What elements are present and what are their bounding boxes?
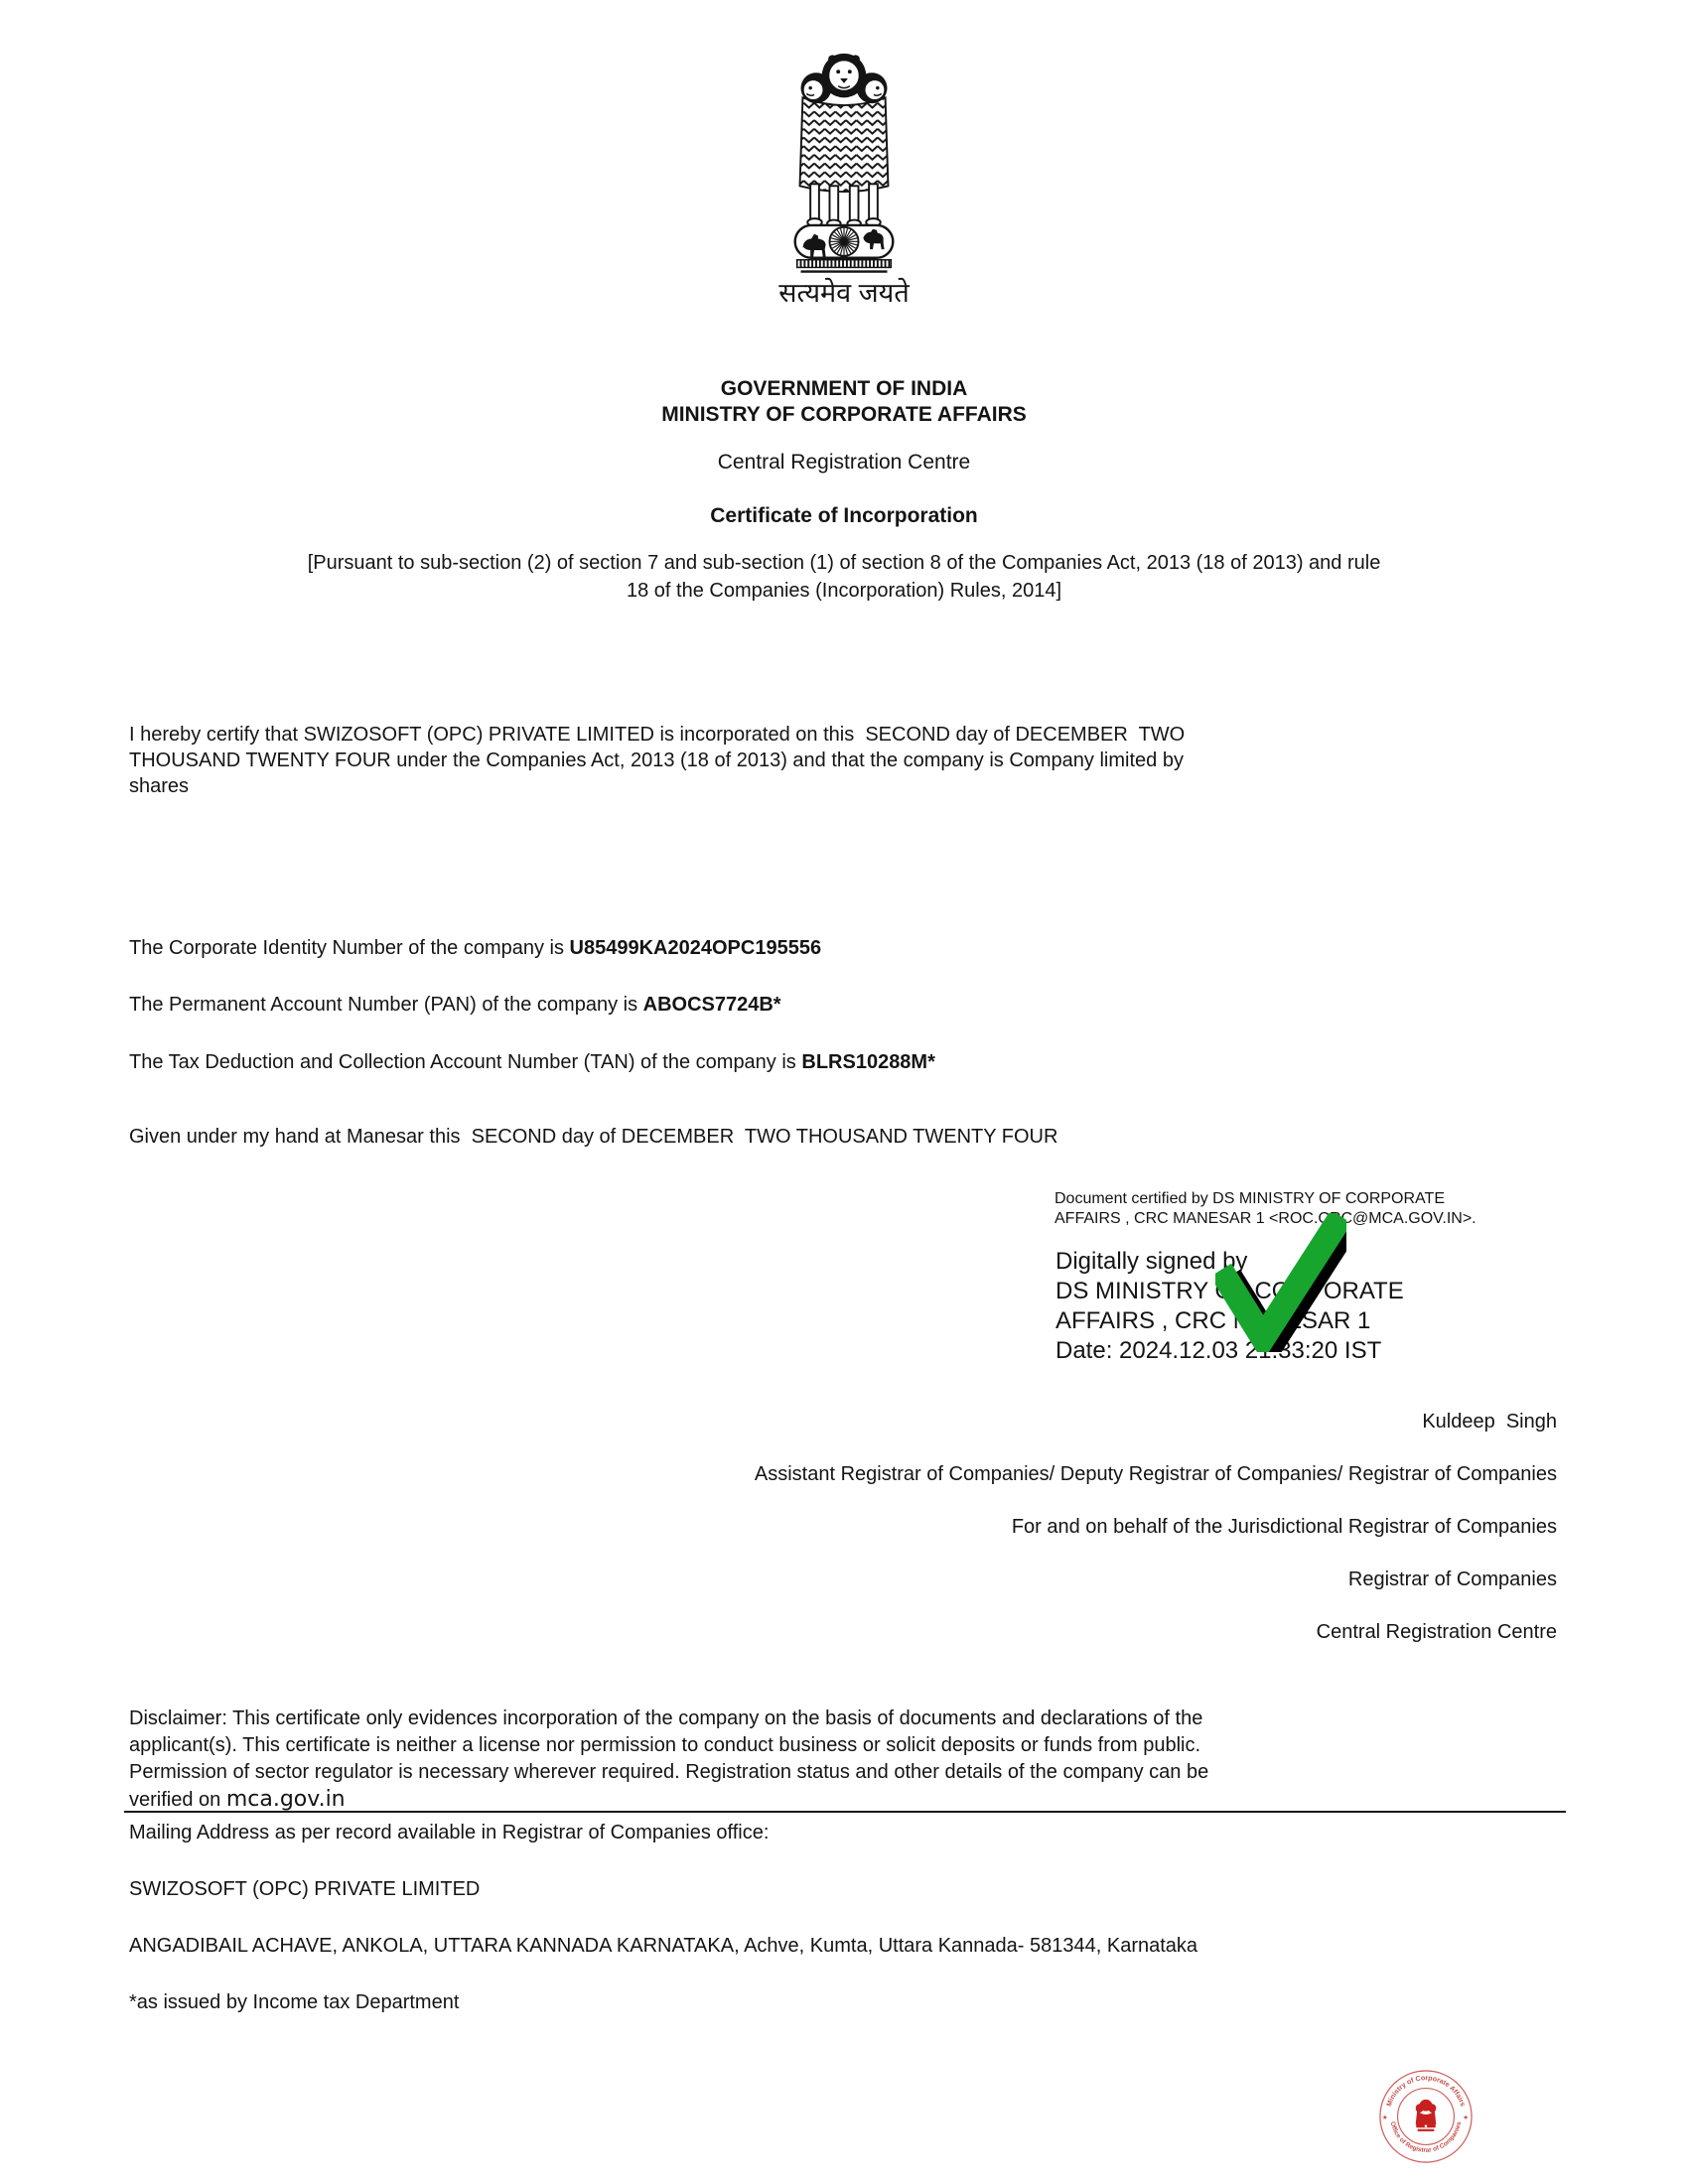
stamp-star-right: ★ bbox=[1463, 2114, 1469, 2121]
pursuant-line: [Pursuant to sub-section (2) of section 7 and sub-section (1) of section 8 of the Companies Act, 2013 (18 of 2013) and rule bbox=[307, 552, 1381, 574]
disclaimer-line bbox=[129, 1786, 1567, 1814]
cin-label: The Corporate Identity Number of the company is bbox=[129, 937, 570, 959]
header-ministry: MINISTRY OF CORPORATE AFFAIRS bbox=[661, 403, 1027, 426]
emblem-motto: सत्यमेव जयते bbox=[778, 278, 910, 308]
certify-line: THOUSAND TWENTY FOUR under the Companies Act, 2013 (18 of 2013) and that the company is Company limited by bbox=[129, 750, 1184, 771]
officer-name: Kuldeep Singh bbox=[1422, 1411, 1557, 1433]
pan-line bbox=[129, 992, 1567, 1019]
mailing-address: ANGADIBAIL ACHAVE, ANKOLA, UTTARA KANNADA KARNATAKA, Achve, Kumta, Uttara Kannada- 581344, Karnataka bbox=[129, 1935, 1198, 1957]
stamp-bottom-arc-text: Office of Registrar of Companies bbox=[1388, 2120, 1464, 2154]
officer-title: Central Registration Centre bbox=[1316, 1621, 1557, 1643]
cin-value: U85499KA2024OPC195556 bbox=[569, 937, 822, 959]
divider-line bbox=[124, 1811, 1566, 1813]
registrar-stamp-seal bbox=[1377, 2068, 1475, 2165]
signature-line: DS MINISTRY OF CORPORATE bbox=[1055, 1278, 1404, 1304]
officer-title: For and on behalf of the Jurisdictional Registrar of Companies bbox=[1011, 1516, 1557, 1538]
national-emblem-icon bbox=[770, 50, 918, 280]
certify-line: I hereby certify that SWIZOSOFT (OPC) PRIVATE LIMITED is incorporated on this SECOND day of DECEMBER TWO bbox=[129, 724, 1186, 746]
tan-line bbox=[129, 1049, 1567, 1076]
tan-label: The Tax Deduction and Collection Account Number (TAN) of the company is bbox=[129, 1051, 802, 1073]
signature-line: Digitally signed by bbox=[1055, 1248, 1248, 1275]
disclaimer-line: Permission of sector regulator is necessary wherever required. Registration status and other details of the company can be bbox=[129, 1761, 1209, 1783]
mailing-company-name: SWIZOSOFT (OPC) PRIVATE LIMITED bbox=[129, 1878, 481, 1900]
pan-label: The Permanent Account Number (PAN) of the company is bbox=[129, 994, 643, 1016]
pursuant-line: 18 of the Companies (Incorporation) Rules, 2014] bbox=[626, 580, 1062, 602]
disclaimer-verified-prefix: verified on bbox=[129, 1789, 226, 1811]
pan-footnote: *as issued by Income tax Department bbox=[129, 1991, 460, 2013]
officer-title: Assistant Registrar of Companies/ Deputy Registrar of Companies/ Registrar of Companies bbox=[754, 1463, 1557, 1485]
signature-note-line: AFFAIRS , CRC MANESAR 1 <ROC.CRC@MCA.GOV.IN>. bbox=[1055, 1210, 1477, 1227]
header-government: GOVERNMENT OF INDIA bbox=[720, 377, 968, 400]
tan-value: BLRS10288M* bbox=[801, 1051, 935, 1073]
certify-paragraph bbox=[129, 722, 1567, 799]
officer-title: Registrar of Companies bbox=[1347, 1569, 1557, 1590]
certify-line: shares bbox=[129, 775, 190, 797]
stamp-star-left: ★ bbox=[1381, 2114, 1388, 2121]
stamp-top-arc-text: Ministry of Corporate Affairs bbox=[1385, 2075, 1467, 2108]
disclaimer-line: applicant(s). This certificate is neither a license nor permission to conduct business or solicit deposits or funds from public. bbox=[129, 1734, 1201, 1756]
header-centre: Central Registration Centre bbox=[717, 451, 971, 474]
given-line: Given under my hand at Manesar this SECOND day of DECEMBER TWO THOUSAND TWENTY FOUR bbox=[129, 1126, 1058, 1148]
signature-valid-checkmark-icon bbox=[1215, 1213, 1346, 1352]
disclaimer bbox=[129, 1706, 1567, 1814]
pursuant-text bbox=[0, 549, 1688, 605]
cin-line bbox=[129, 935, 1567, 962]
signature-note-line: Document certified by DS MINISTRY OF CORPORATE bbox=[1055, 1190, 1445, 1207]
certificate-title: Certificate of Incorporation bbox=[710, 504, 978, 527]
mailing-address-label: Mailing Address as per record available in Registrar of Companies office: bbox=[129, 1822, 770, 1843]
pan-value: ABOCS7724B* bbox=[642, 994, 781, 1016]
mca-gov-in-text: mca.gov.in bbox=[225, 1787, 346, 1812]
signature-line: AFFAIRS , CRC MANESAR 1 bbox=[1055, 1307, 1371, 1334]
signature-line: Date: 2024.12.03 21:33:20 IST bbox=[1055, 1337, 1382, 1364]
disclaimer-line: Disclaimer: This certificate only evidences incorporation of the company on the basis of documents and declarations of the bbox=[129, 1707, 1203, 1729]
